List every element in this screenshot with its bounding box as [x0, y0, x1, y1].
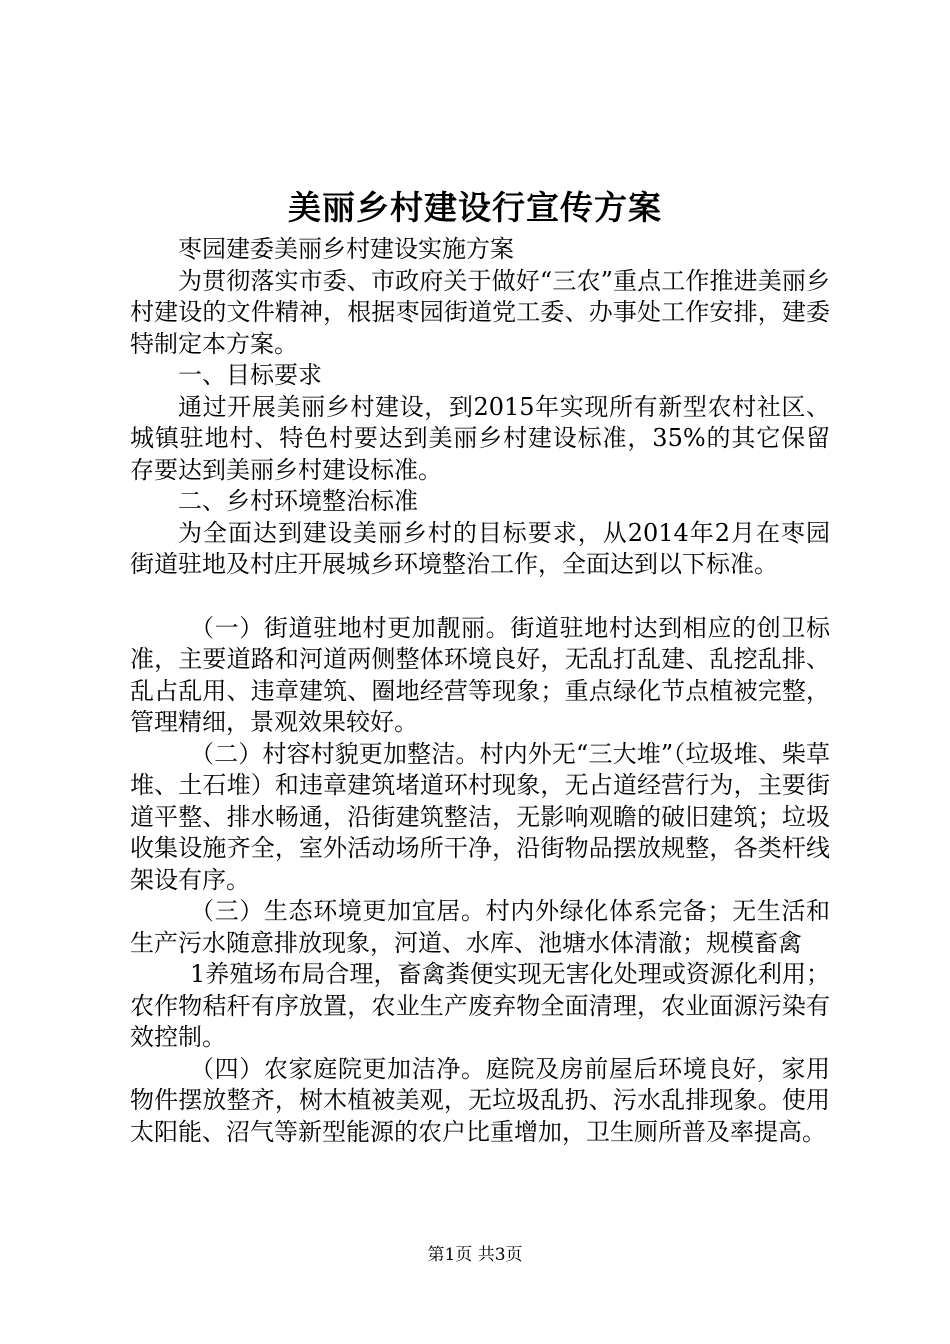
paragraph-item-1: （一）街道驻地村更加靓丽。街道驻地村达到相应的创卫标准，主要道路和河道两侧整体环境良好，无乱打乱建、乱挖乱排、乱占乱用、违章建筑、圈地经营等现象；重点绿化节点植被完整，管理精细，景观效果较好。: [130, 613, 830, 736]
paragraph-gap: [130, 581, 830, 613]
section-heading-goals: 一、目标要求: [178, 361, 322, 389]
page-number-footer: 第1页 共3页: [427, 1245, 523, 1265]
paragraph-goals: 通过开展美丽乡村建设，到2015年实现所有新型农村社区、城镇驻地村、特色村要达到美丽乡村建设标准，35%的其它保留存要达到美丽乡村建设标准。: [130, 392, 830, 484]
document-title: 美丽乡村建设行宣传方案: [288, 188, 662, 227]
paragraph-intro: 为贯彻落实市委、市政府关于做好“三农”重点工作推进美丽乡村建设的文件精神，根据枣园街道党工委、办事处工作安排，建委特制定本方案。: [130, 266, 830, 358]
paragraph-item-4: （四）农家庭院更加洁净。庭院及房前屋后环境良好，家用物件摆放整齐，树木植被美观，无垃圾乱扔、污水乱排现象。使用太阳能、沼气等新型能源的农户比重增加，卫生厕所普及率提高。: [130, 1054, 830, 1146]
paragraph-item-2: （二）村容村貌更加整洁。村内外无“三大堆”（垃圾堆、柴草堆、土石堆）和违章建筑堵道环村现象，无占道经营行为，主要街道平整、排水畅通，沿街建筑整洁，无影响观瞻的破旧建筑；垃圾收集设施齐全，室外活动场所干净，沿街物品摆放规整，各类杆线架设有序。: [130, 739, 830, 894]
paragraph-item-3: （三）生态环境更加宜居。村内外绿化体系完备；无生活和生产污水随意排放现象，河道、水库、池塘水体清澈；规模畜禽: [130, 897, 830, 957]
document-body: [130, 234, 830, 1148]
paragraph-standards-intro: 为全面达到建设美丽乡村的目标要求，从2014年2月在枣园街道驻地及村庄开展城乡环境整治工作，全面达到以下标准。: [130, 518, 830, 578]
paragraph-item-3-continued: 1养殖场布局合理，畜禽粪便实现无害化处理或资源化利用；农作物秸秆有序放置，农业生产废弃物全面清理，农业面源污染有效控制。: [130, 960, 830, 1051]
paragraph-subtitle: 枣园建委美丽乡村建设实施方案: [178, 235, 514, 263]
section-heading-standards: 二、乡村环境整治标准: [178, 487, 418, 515]
